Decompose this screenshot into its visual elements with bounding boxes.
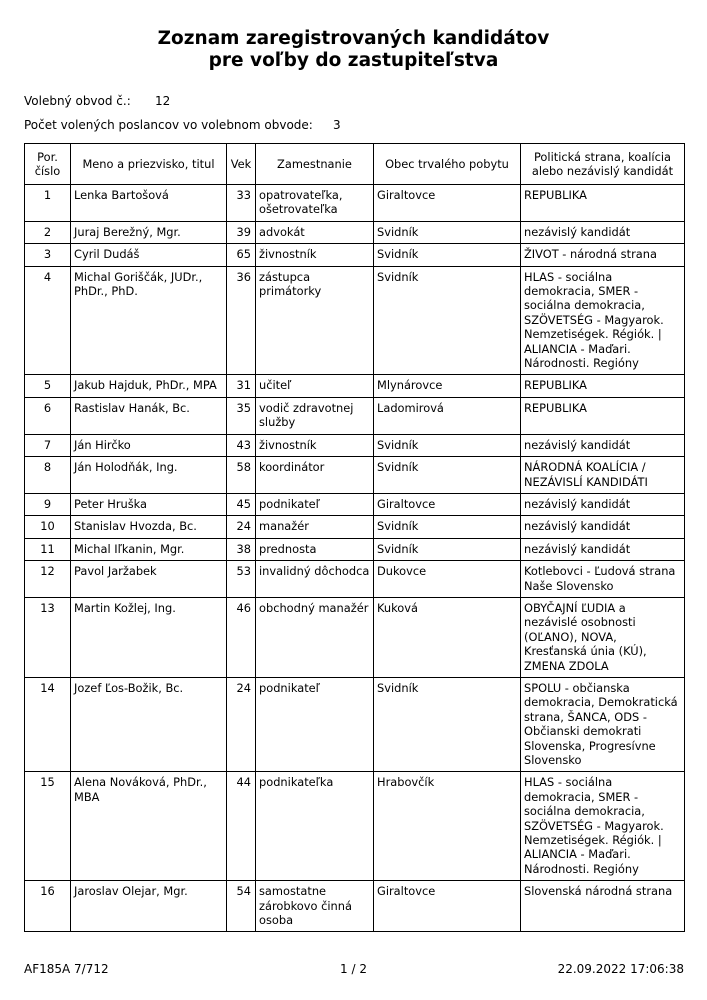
cell-residence: Giraltovce [374, 881, 521, 932]
seats-info [24, 118, 341, 132]
cell-residence: Svidník [374, 457, 521, 494]
table-header-row [25, 144, 685, 185]
cell-party: ŽIVOT - národná strana [521, 244, 685, 266]
cell-party: nezávislý kandidát [521, 516, 685, 538]
cell-party: REPUBLIKA [521, 397, 685, 434]
cell-occupation: učiteľ [256, 375, 374, 397]
table-row [25, 397, 685, 434]
cell-residence: Svidník [374, 221, 521, 243]
cell-party: nezávislý kandidát [521, 221, 685, 243]
table-row [25, 375, 685, 397]
cell-name: Rastislav Hanák, Bc. [71, 397, 227, 434]
cell-party: nezávislý kandidát [521, 538, 685, 560]
cell-occupation: podnikateľ [256, 677, 374, 771]
cell-occupation: koordinátor [256, 457, 374, 494]
cell-occupation: opatrovateľka, ošetrovateľka [256, 185, 374, 222]
table-row [25, 881, 685, 932]
cell-age: 43 [227, 434, 256, 456]
cell-name: Ján Hirčko [71, 434, 227, 456]
table-row [25, 772, 685, 881]
cell-age: 24 [227, 677, 256, 771]
cell-party: HLAS - sociálna demokracia, SMER - sociálna demokracia, SZÖVETSÉG - Magyarok. Nemzetiségek. Régiók. | ALIANCIA - Maďari. Národnosti. Regióny [521, 772, 685, 881]
cell-residence: Svidník [374, 434, 521, 456]
cell-age: 65 [227, 244, 256, 266]
cell-age: 39 [227, 221, 256, 243]
cell-number: 5 [25, 375, 71, 397]
cell-number: 10 [25, 516, 71, 538]
cell-party: SPOLU - občianska demokracia, Demokratická strana, ŠANCA, ODS - Občianski demokrati Slovenska, Progresívne Slovensko [521, 677, 685, 771]
footer-page-number: 1 / 2 [340, 962, 367, 976]
page-title [0, 28, 707, 72]
cell-number: 9 [25, 493, 71, 515]
table-row [25, 266, 685, 375]
cell-number: 6 [25, 397, 71, 434]
cell-residence: Dukovce [374, 561, 521, 598]
table-row [25, 457, 685, 494]
table-row [25, 434, 685, 456]
cell-occupation: podnikateľ [256, 493, 374, 515]
cell-occupation: advokát [256, 221, 374, 243]
column-header-number: Por. číslo [25, 144, 71, 185]
table-row [25, 561, 685, 598]
cell-residence: Svidník [374, 677, 521, 771]
cell-age: 58 [227, 457, 256, 494]
cell-name: Michal Goriščák, JUDr., PhDr., PhD. [71, 266, 227, 375]
table-row [25, 677, 685, 771]
cell-number: 15 [25, 772, 71, 881]
cell-number: 1 [25, 185, 71, 222]
cell-residence: Giraltovce [374, 185, 521, 222]
cell-occupation: invalidný dôchodca [256, 561, 374, 598]
district-info [24, 94, 171, 108]
cell-occupation: manažér [256, 516, 374, 538]
cell-name: Cyril Dudáš [71, 244, 227, 266]
cell-name: Lenka Bartošová [71, 185, 227, 222]
cell-name: Peter Hruška [71, 493, 227, 515]
cell-occupation: prednosta [256, 538, 374, 560]
cell-occupation: živnostník [256, 434, 374, 456]
cell-age: 31 [227, 375, 256, 397]
cell-number: 4 [25, 266, 71, 375]
cell-name: Pavol Jaržabek [71, 561, 227, 598]
cell-age: 46 [227, 597, 256, 677]
cell-party: REPUBLIKA [521, 185, 685, 222]
table-row [25, 516, 685, 538]
cell-age: 38 [227, 538, 256, 560]
table-row [25, 493, 685, 515]
cell-residence: Hrabovčík [374, 772, 521, 881]
title-line-1: Zoznam zaregistrovaných kandidátov [157, 28, 550, 49]
cell-residence: Svidník [374, 538, 521, 560]
cell-number: 8 [25, 457, 71, 494]
cell-number: 12 [25, 561, 71, 598]
cell-number: 3 [25, 244, 71, 266]
cell-residence: Svidník [374, 266, 521, 375]
cell-name: Michal Iľkanin, Mgr. [71, 538, 227, 560]
cell-party: Slovenská národná strana [521, 881, 685, 932]
candidates-table [24, 143, 685, 932]
cell-number: 16 [25, 881, 71, 932]
cell-party: nezávislý kandidát [521, 493, 685, 515]
cell-party: OBYČAJNÍ ĽUDIA a nezávislé osobnosti (OĽANO), NOVA, Kresťanská únia (KÚ), ZMENA ZDOLA [521, 597, 685, 677]
cell-name: Juraj Berežný, Mgr. [71, 221, 227, 243]
cell-number: 14 [25, 677, 71, 771]
column-header-age: Vek [227, 144, 256, 185]
cell-residence: Svidník [374, 244, 521, 266]
cell-age: 35 [227, 397, 256, 434]
column-header-party: Politická strana, koalícia alebo nezávislý kandidát [521, 144, 685, 185]
cell-occupation: zástupca primátorky [256, 266, 374, 375]
table-row [25, 538, 685, 560]
cell-residence: Svidník [374, 516, 521, 538]
table-row [25, 597, 685, 677]
cell-number: 13 [25, 597, 71, 677]
cell-age: 54 [227, 881, 256, 932]
seats-label: Počet volených poslancov vo volebnom obvode: [24, 118, 313, 132]
cell-name: Jakub Hajduk, PhDr., MPA [71, 375, 227, 397]
cell-residence: Kuková [374, 597, 521, 677]
cell-occupation: obchodný manažér [256, 597, 374, 677]
cell-number: 11 [25, 538, 71, 560]
footer-document-code: AF185A 7/712 [24, 962, 109, 976]
cell-number: 7 [25, 434, 71, 456]
cell-age: 36 [227, 266, 256, 375]
cell-age: 33 [227, 185, 256, 222]
cell-occupation: živnostník [256, 244, 374, 266]
district-value: 12 [155, 94, 171, 108]
table-row [25, 185, 685, 222]
cell-residence: Giraltovce [374, 493, 521, 515]
table-row [25, 221, 685, 243]
table-body [25, 185, 685, 932]
cell-party: Kotlebovci - Ľudová strana Naše Slovensko [521, 561, 685, 598]
cell-age: 44 [227, 772, 256, 881]
title-line-2: pre voľby do zastupiteľstva [208, 50, 499, 71]
cell-age: 53 [227, 561, 256, 598]
column-header-name: Meno a priezvisko, titul [71, 144, 227, 185]
cell-name: Jozef Ľos-Božik, Bc. [71, 677, 227, 771]
cell-name: Ján Holodňák, Ing. [71, 457, 227, 494]
cell-residence: Ladomirová [374, 397, 521, 434]
cell-party: nezávislý kandidát [521, 434, 685, 456]
cell-occupation: samostatne zárobkovo činná osoba [256, 881, 374, 932]
cell-name: Jaroslav Olejar, Mgr. [71, 881, 227, 932]
district-label: Volebný obvod č.: [24, 94, 131, 108]
cell-residence: Mlynárovce [374, 375, 521, 397]
cell-occupation: vodič zdravotnej služby [256, 397, 374, 434]
cell-party: NÁRODNÁ KOALÍCIA / NEZÁVISLÍ KANDIDÁTI [521, 457, 685, 494]
seats-value: 3 [333, 118, 341, 132]
column-header-occupation: Zamestnanie [256, 144, 374, 185]
cell-age: 45 [227, 493, 256, 515]
column-header-residence: Obec trvalého pobytu [374, 144, 521, 185]
table-row [25, 244, 685, 266]
cell-occupation: podnikateľka [256, 772, 374, 881]
cell-age: 24 [227, 516, 256, 538]
cell-number: 2 [25, 221, 71, 243]
cell-name: Alena Nováková, PhDr., MBA [71, 772, 227, 881]
cell-party: REPUBLIKA [521, 375, 685, 397]
footer-timestamp: 22.09.2022 17:06:38 [557, 962, 684, 976]
cell-name: Martin Kožlej, Ing. [71, 597, 227, 677]
cell-party: HLAS - sociálna demokracia, SMER - sociálna demokracia, SZÖVETSÉG - Magyarok. Nemzetiségek. Régiók. | ALIANCIA - Maďari. Národnosti. Regióny [521, 266, 685, 375]
cell-name: Stanislav Hvozda, Bc. [71, 516, 227, 538]
